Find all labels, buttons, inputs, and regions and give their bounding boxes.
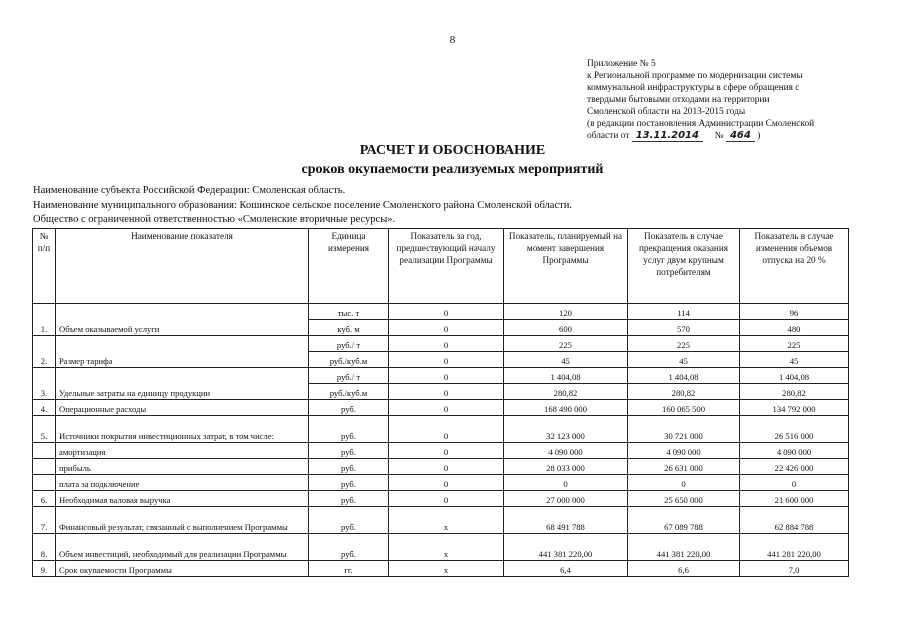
row-stop: 67 089 788	[628, 507, 740, 534]
row-change: 45	[740, 352, 849, 368]
row-unit: руб.	[309, 443, 389, 459]
row-stop: 1 404,08	[628, 368, 740, 384]
header-plan: Показатель, планируемый на момент завершения Программы	[504, 229, 628, 304]
row-unit: руб./куб.м	[309, 384, 389, 400]
info-company: Общество с ограниченной ответственностью «Смоленские вторичные ресурсы».	[33, 214, 396, 225]
row-prev: 0	[389, 475, 504, 491]
row-change: 22 426 000	[740, 459, 849, 475]
appendix-suffix: )	[757, 131, 761, 141]
table-row	[33, 368, 849, 384]
row-change: 21 600 000	[740, 491, 849, 507]
row-prev: х	[389, 534, 504, 561]
row-unit: руб./ т	[309, 336, 389, 352]
row-unit: руб.	[309, 491, 389, 507]
row-plan: 120	[504, 304, 628, 320]
info-municipality: Наименование муниципального образования: Кошинское сельское поселение Смоленского района Смоленской области.	[33, 200, 572, 211]
row-stop: 30 721 000	[628, 416, 740, 443]
document-title: РАСЧЕТ И ОБОСНОВАНИЕ	[359, 143, 546, 158]
row-stop: 45	[628, 352, 740, 368]
row-stop: 441 381 220,00	[628, 534, 740, 561]
row-change: 280,82	[740, 384, 849, 400]
row-prev: 0	[389, 336, 504, 352]
appendix-number-prefix: №	[714, 131, 724, 141]
row-prev: 0	[389, 443, 504, 459]
handwritten-number: 464	[726, 130, 755, 142]
row-name: плата за подключение	[56, 475, 309, 491]
row-plan: 68 491 788	[504, 507, 628, 534]
table-row	[33, 443, 849, 459]
row-name: Операционные расходы	[56, 400, 309, 416]
row-change: 7,0	[740, 561, 849, 577]
row-stop: 280,82	[628, 384, 740, 400]
row-name: Источники покрытия инвестиционных затрат, в том числе:	[56, 416, 309, 443]
row-unit: руб.	[309, 416, 389, 443]
row-unit: руб./куб.м	[309, 352, 389, 368]
row-name: Объем инвестиций, необходимый для реализации Программы	[56, 534, 309, 561]
appendix-block	[587, 58, 887, 142]
header-stop: Показатель в случае прекращения оказания услуг двум крупным потребителям	[628, 229, 740, 304]
row-plan: 280,82	[504, 384, 628, 400]
header-name: Наименование показателя	[56, 229, 309, 304]
row-plan: 0	[504, 475, 628, 491]
row-unit: тыс. т	[309, 304, 389, 320]
row-prev: 0	[389, 368, 504, 384]
row-plan: 600	[504, 320, 628, 336]
table-row	[33, 416, 849, 443]
row-change: 96	[740, 304, 849, 320]
table-row	[33, 400, 849, 416]
row-stop: 26 631 000	[628, 459, 740, 475]
table-row	[33, 475, 849, 491]
row-prev: х	[389, 561, 504, 577]
row-name: Необходимая валовая выручка	[56, 491, 309, 507]
row-num: 7.	[33, 507, 56, 534]
row-change: 480	[740, 320, 849, 336]
row-change: 134 792 000	[740, 400, 849, 416]
row-unit: руб.	[309, 459, 389, 475]
row-change: 62 884 788	[740, 507, 849, 534]
row-num: 8.	[33, 534, 56, 561]
row-prev: 0	[389, 384, 504, 400]
row-plan: 4 090 000	[504, 443, 628, 459]
row-num: 6.	[33, 491, 56, 507]
row-plan: 1 404,08	[504, 368, 628, 384]
row-num	[33, 459, 56, 475]
row-num: 4.	[33, 400, 56, 416]
row-stop: 0	[628, 475, 740, 491]
row-plan: 225	[504, 336, 628, 352]
row-unit: руб./ т	[309, 368, 389, 384]
row-name: Финансовый результат, связанный с выполнением Программы	[56, 507, 309, 534]
row-num: 1.	[33, 304, 56, 336]
row-num	[33, 443, 56, 459]
row-stop: 25 650 000	[628, 491, 740, 507]
row-unit: руб.	[309, 400, 389, 416]
table-row	[33, 507, 849, 534]
row-unit: руб.	[309, 507, 389, 534]
header-unit: Единица измерения	[309, 229, 389, 304]
row-prev: 0	[389, 352, 504, 368]
row-stop: 225	[628, 336, 740, 352]
row-plan: 45	[504, 352, 628, 368]
row-num: 5.	[33, 416, 56, 443]
appendix-line: твердыми бытовыми отходами на территории	[587, 95, 770, 105]
info-subject: Наименование субъекта Российской Федерации: Смоленская область.	[33, 185, 346, 196]
table-row	[33, 534, 849, 561]
row-change: 1 404,08	[740, 368, 849, 384]
document-subtitle: сроков окупаемости реализуемых мероприятий	[301, 162, 604, 177]
row-stop: 114	[628, 304, 740, 320]
row-name: Срок окупаемости Программы	[56, 561, 309, 577]
row-change: 26 516 000	[740, 416, 849, 443]
table-row	[33, 561, 849, 577]
table-header-row	[33, 229, 849, 304]
row-name: прибыль	[56, 459, 309, 475]
row-name: амортизация	[56, 443, 309, 459]
payback-table	[32, 228, 849, 577]
row-change: 0	[740, 475, 849, 491]
row-name: Удельные затраты на единицу продукции	[56, 368, 309, 400]
appendix-line: коммунальной инфраструктуры в сфере обращения с	[587, 83, 800, 93]
header-prev: Показатель за год, предшествующий началу реализации Программы	[389, 229, 504, 304]
row-name: Объем оказываемой услуги	[56, 304, 309, 336]
table-row	[33, 491, 849, 507]
row-plan: 28 033 000	[504, 459, 628, 475]
row-num	[33, 475, 56, 491]
header-num: № п/п	[33, 229, 56, 304]
row-unit: куб. м	[309, 320, 389, 336]
row-prev: 0	[389, 459, 504, 475]
header-change: Показатель в случае изменения объемов отпуска на 20 %	[740, 229, 849, 304]
row-unit: гг.	[309, 561, 389, 577]
handwritten-date: 13.11.2014	[632, 130, 703, 142]
row-name: Размер тарифа	[56, 336, 309, 368]
table-row	[33, 304, 849, 320]
page-number: 8	[449, 34, 456, 46]
row-plan: 27 000 000	[504, 491, 628, 507]
row-num: 2.	[33, 336, 56, 368]
row-stop: 6,6	[628, 561, 740, 577]
row-prev: х	[389, 507, 504, 534]
appendix-date-prefix: области от	[587, 131, 630, 141]
row-prev: 0	[389, 304, 504, 320]
row-stop: 160 065 500	[628, 400, 740, 416]
appendix-line: Приложение № 5	[587, 59, 656, 69]
appendix-line: к Региональной программе по модернизации системы	[587, 71, 803, 81]
row-plan: 6,4	[504, 561, 628, 577]
row-stop: 570	[628, 320, 740, 336]
row-change: 225	[740, 336, 849, 352]
row-unit: руб.	[309, 475, 389, 491]
row-num: 3.	[33, 368, 56, 400]
row-plan: 32 123 000	[504, 416, 628, 443]
row-num: 9.	[33, 561, 56, 577]
row-change: 441 281 220,00	[740, 534, 849, 561]
row-plan: 441 381 220,00	[504, 534, 628, 561]
row-change: 4 090 000	[740, 443, 849, 459]
row-prev: 0	[389, 320, 504, 336]
table-row	[33, 459, 849, 475]
appendix-line: Смоленской области на 2013-2015 годы	[587, 107, 746, 117]
appendix-line: (в редакции постановления Администрации Смоленской	[587, 119, 815, 129]
row-prev: 0	[389, 416, 504, 443]
row-stop: 4 090 000	[628, 443, 740, 459]
row-prev: 0	[389, 491, 504, 507]
row-prev: 0	[389, 400, 504, 416]
row-unit: руб.	[309, 534, 389, 561]
row-plan: 168 490 000	[504, 400, 628, 416]
table-row	[33, 336, 849, 352]
appendix-line-date	[587, 130, 887, 142]
